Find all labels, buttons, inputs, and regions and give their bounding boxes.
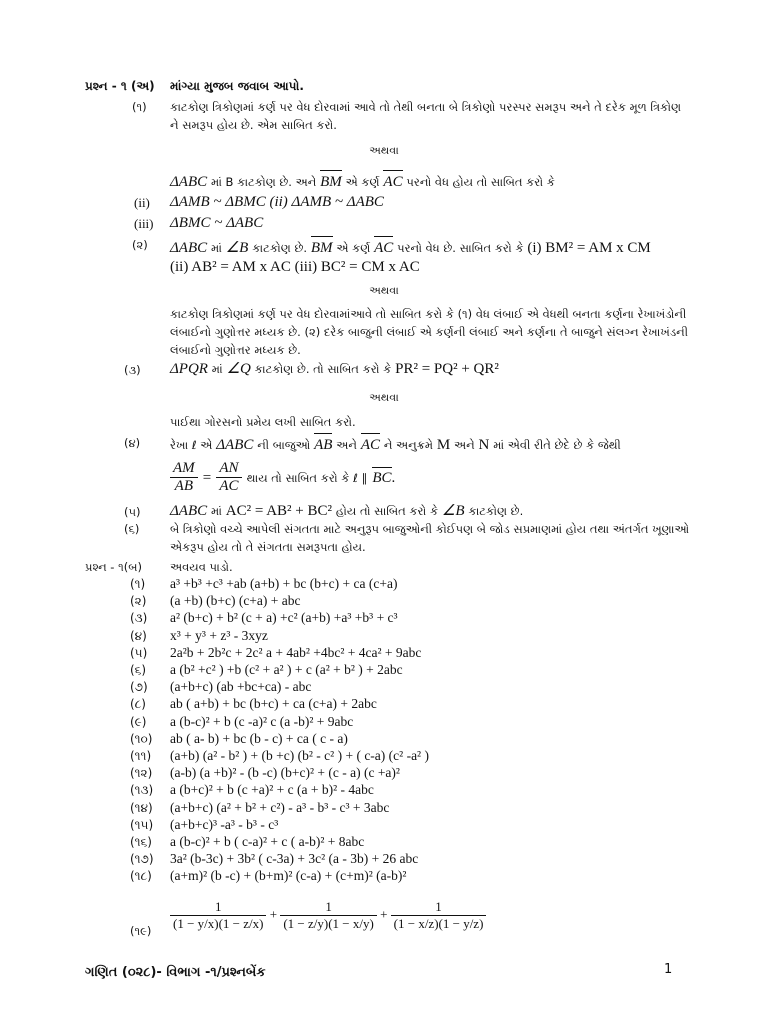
q5-text-c: કાટકોણ છે.	[468, 504, 524, 518]
factor-item-number: (૧૫)	[130, 817, 154, 832]
q5-eq: AC² = AB² + BC²	[225, 503, 333, 519]
factor-item-expression: (a+b+c) (ab +bc+ca) - abc	[170, 679, 312, 695]
factor-item	[130, 610, 398, 626]
q2-or: અથવા	[369, 284, 399, 297]
q2-alternative	[170, 305, 730, 359]
factor-item-expression: (a+b+c) (a² + b² + c²) - a³ - b³ - c³ + 3abc	[170, 799, 390, 815]
q2-text-b: માં	[210, 241, 222, 255]
page-number: 1	[664, 962, 673, 977]
factor-item-number: (૬)	[130, 663, 147, 677]
q4-segment-ab: AB	[314, 433, 332, 454]
q1-ii-number: (ii)	[134, 195, 150, 210]
factor-item-number: (૮)	[130, 697, 146, 712]
q4-text-d: ને અનુક્રમે	[383, 438, 433, 452]
q6-line2: એકરૂપ હોય તો તે સંગતતા સમરૂપતા હોય.	[170, 540, 366, 554]
factor-item-expression: ab ( a- b) + bc (b - c) + ca ( c - a)	[170, 730, 348, 746]
factor-item-number: (૧૬)	[130, 835, 152, 849]
factor-item-number: (૧૪)	[130, 800, 153, 815]
q19-plus-1: +	[269, 906, 278, 922]
q4-point-n: N	[478, 437, 490, 453]
q4-fraction-1: $\frac{AM}{AB}$	[170, 460, 198, 495]
factor-item-expression: (a+m)² (b -c) + (b+m)² (c-a) + (c+m)² (a-b)²	[170, 868, 407, 884]
factor-item-expression: a³ +b³ +c³ +ab (a+b) + bc (b+c) + ca (c+a)	[170, 576, 398, 591]
factor-item	[130, 679, 311, 695]
factor-item-number: (૧૧)	[130, 749, 152, 763]
q4-text-g: થાય તો સાબિત કરો કે ℓ ∥	[246, 471, 368, 485]
factor-item-expression: a (b² +c² ) +b (c² + a² ) + c (a² + b² ) + 2abc	[170, 662, 403, 677]
q2-text-e: પરનો વેધ છે. સાબિત કરો કે	[397, 241, 524, 255]
factor-item-number: (૧૭)	[130, 852, 154, 867]
q2-triangle: ΔABC	[170, 240, 208, 256]
factor-item	[130, 628, 268, 644]
q4-number: (૪)	[124, 436, 141, 450]
q3-triangle: ΔPQR	[170, 361, 208, 377]
factor-item	[130, 714, 353, 730]
q2-text-d: એ કર્ણ	[336, 241, 371, 255]
q3-eq: PR² = PQ² + QR²	[395, 361, 499, 377]
q2-number: (૨)	[132, 238, 148, 252]
q2-segment-ac: AC	[374, 236, 393, 257]
q4-text-f: માં એવી રીતે છેદે છે કે જેથી	[493, 438, 621, 452]
q19-term-2: $\frac{1}{(1 - z/y)(1 - x/y)}$	[280, 899, 376, 932]
q1-alt-triangle: ΔABC	[170, 174, 208, 190]
q3-alt: પાઈથા ગોરસનો પ્રમેય લખી સાબિત કરો.	[170, 415, 356, 429]
q1-iii-number: (iii)	[134, 216, 154, 231]
q2-text-c: કાટકોણ છે.	[252, 241, 308, 255]
q6-number: (૬)	[124, 522, 140, 536]
factor-item-number: (૧૮)	[130, 869, 152, 884]
q4-fraction-2: $\frac{AN}{AC}$	[216, 460, 241, 495]
q1-line2: ને સમરૂપ હોય છે. એમ સાબિત કરો.	[170, 118, 337, 132]
q19-number: (૧૯)	[130, 924, 152, 938]
q2-alt-line2: લંબાઈનો ગુણોત્તર મધ્યક છે. (૨) દરેક બાજુની લંબાઈ એ કર્ણની લંબાઈ અને કર્ણના તે બાજુને સંલગ્ન રેખાખંડની	[170, 325, 689, 339]
section-b-label: પ્રશ્ન - ૧(બ)	[85, 560, 142, 574]
factor-item-expression: 3a² (b-3c) + 3b² ( c-3a) + 3c² (a - 3b) + 26 abc	[170, 851, 419, 867]
q2-alt-line3: લંબાઈનો ગુણોત્તર મધ્યક છે.	[170, 343, 301, 357]
q4-text	[170, 433, 730, 454]
q3-angle: ∠Q	[226, 361, 251, 377]
factor-item	[130, 748, 429, 764]
q1-text	[170, 98, 730, 134]
factor-item	[130, 696, 377, 712]
factor-item	[130, 782, 374, 798]
factor-item	[130, 576, 397, 592]
q19-expression	[170, 899, 486, 932]
factor-item-expression: a (b+c)² + b (c +a)² + c (a + b)² - 4abc	[170, 782, 374, 798]
q2-eq2: (ii) AB² = AM x AC (iii) BC² = CM x AC	[170, 259, 420, 275]
factor-item-expression: a² (b+c) + b² (c + a) +c² (a+b) +a³ +b³ + c³	[170, 610, 398, 626]
q4-segment-bc: BC	[372, 467, 391, 487]
section-a-instruction: માંગ્યા મુજબ જવાબ આપો.	[170, 79, 304, 93]
q5-text	[170, 502, 730, 520]
q5-text-b: હોય તો સાબિત કરો કે	[335, 504, 439, 518]
factor-item-expression: (a+b+c)³ -a³ - b³ - c³	[170, 816, 279, 832]
q4-text-c: અને	[336, 438, 357, 452]
q4-text-b: ની બાજુઓ	[257, 438, 311, 452]
factor-item-expression: a (b-c)² + b ( c-a)² + c ( a-b)² + 8abc	[170, 834, 365, 849]
factor-item-number: (૧)	[130, 577, 146, 591]
q5-number: (૫)	[124, 505, 141, 519]
factor-item	[130, 868, 406, 884]
q1-or: અથવા	[369, 144, 399, 157]
factor-item	[130, 645, 421, 661]
q1-alt-segment-bm: BM	[320, 170, 342, 191]
q6-line1: બે ત્રિકોણો વચ્ચે આપેલી સંગતતા માટે અનુરૂપ બાજુઓની કોઈપણ બે જોડ સપ્રમાણમાં હોય તથા અંતર્ગત ખૂણાઓ	[170, 522, 690, 536]
q1-number: (૧)	[132, 100, 147, 114]
factor-item-number: (૧૩)	[130, 783, 154, 798]
q3-text-b: માં	[211, 362, 223, 376]
q1-iii-text: ΔBMC ~ ΔABC	[170, 215, 264, 231]
factor-item-number: (૧૦)	[130, 731, 153, 746]
factor-item-expression: (a-b) (a +b)² - (b -c) (b+c)² + (c - a) (c +a)²	[170, 765, 400, 781]
q2-segment-bm: BM	[311, 236, 333, 257]
factor-item-number: (૧૨)	[130, 766, 153, 781]
q5-text-a: માં	[210, 504, 222, 518]
factor-item	[130, 851, 418, 867]
q19-term-3: $\frac{1}{(1 - x/z)(1 - y/z)}$	[391, 899, 487, 932]
q19-plus-2: +	[380, 906, 388, 922]
q4-text-a: રેખા ℓ એ	[170, 438, 213, 452]
factor-item-expression: (a +b) (b+c) (c+a) + abc	[170, 593, 301, 609]
q3-text-c: કાટકોણ છે. તો સાબિત કરો કે	[254, 362, 392, 376]
factor-item-number: (૨)	[130, 594, 147, 609]
q2-eq1: (i) BM² = AM x CM	[527, 240, 651, 256]
q1-ii-text: ΔAMB ~ ΔBMC (ii) ΔAMB ~ ΔABC	[170, 194, 384, 210]
factor-item-number: (૫)	[130, 645, 148, 660]
factor-item	[130, 662, 403, 678]
q4-triangle: ΔABC	[216, 437, 254, 453]
q1-line1: કાટકોણ ત્રિકોણમાં કર્ણ પર વેધ દોરવામાં આવે તો તેથી બનતા બે ત્રિકોણો પરસ્પર સમરૂપ અને તે દરેક મૂળ ત્રિકોણ	[170, 100, 682, 114]
q4-ratio-line	[170, 460, 395, 495]
factor-item-expression: 2a²b + 2b²c + 2c² a + 4ab² +4bc² + 4ca² + 9abc	[170, 644, 422, 660]
factor-item-expression: ab ( a+b) + bc (b+c) + ca (c+a) + 2abc	[170, 696, 377, 712]
section-b-instruction: અવયવ પાડો.	[170, 560, 233, 574]
q3-or: અથવા	[369, 391, 399, 404]
q4-point-m: M	[436, 437, 451, 453]
q4-period: .	[391, 470, 396, 486]
q1-alternative	[170, 170, 730, 191]
factor-item-number: (૪)	[130, 628, 147, 643]
section-a-label: પ્રશ્ન - ૧ (અ)	[85, 79, 155, 93]
q2-text	[170, 236, 740, 257]
factor-item-expression: x³ + y³ + z³ - 3xyz	[170, 627, 268, 643]
factor-item	[130, 817, 278, 833]
factor-item	[130, 731, 348, 747]
q1-alt-text-b: માં B કાટકોણ છે. અને	[210, 175, 317, 189]
q2-alt-line1: કાટકોણ ત્રિકોણમાં કર્ણ પર વેધ દોરવામાંઆવે તો સાબિત કરો કે (૧) વેધ લંબાઈ એ વેધથી બનતા કર્ણના રેખાખંડોની	[170, 307, 687, 321]
q4-segment-ac: AC	[361, 433, 380, 454]
q1-alt-text-c: એ કર્ણ	[345, 175, 380, 189]
factor-item	[130, 834, 364, 850]
factor-item-number: (૩)	[130, 611, 148, 626]
factor-item-number: (૭)	[130, 680, 148, 695]
q2-angle: ∠B	[225, 240, 249, 256]
q1-alt-segment-ac: AC	[383, 170, 402, 191]
factor-item-number: (૯)	[130, 714, 147, 729]
q3-text	[170, 360, 730, 378]
q1-alt-text-d: પરનો વેધ હોય તો સાબિત કરો કે	[406, 175, 555, 189]
q19-term-1: $\frac{1}{(1 - y/x)(1 - z/x)}$	[170, 899, 266, 932]
footer-title: ગણિત (૦૨૮)- વિભાગ -૧/પ્રશ્નબેંક	[85, 965, 266, 980]
q3-number: (૩)	[124, 363, 141, 377]
q5-triangle: ΔABC	[170, 503, 208, 519]
q4-text-e: અને	[453, 438, 475, 452]
q4-equals: =	[202, 470, 212, 486]
factor-item-expression: a (b-c)² + b (c -a)² c (a -b)² + 9abc	[170, 713, 354, 729]
factor-item	[130, 765, 400, 781]
factor-item	[130, 800, 389, 816]
factor-item	[130, 593, 301, 609]
q6-text	[170, 520, 730, 556]
q5-angle: ∠B	[441, 503, 465, 519]
factor-item-expression: (a+b) (a² - b² ) + (b +c) (b² - c² ) + ( c-a) (c² -a² )	[170, 748, 429, 763]
